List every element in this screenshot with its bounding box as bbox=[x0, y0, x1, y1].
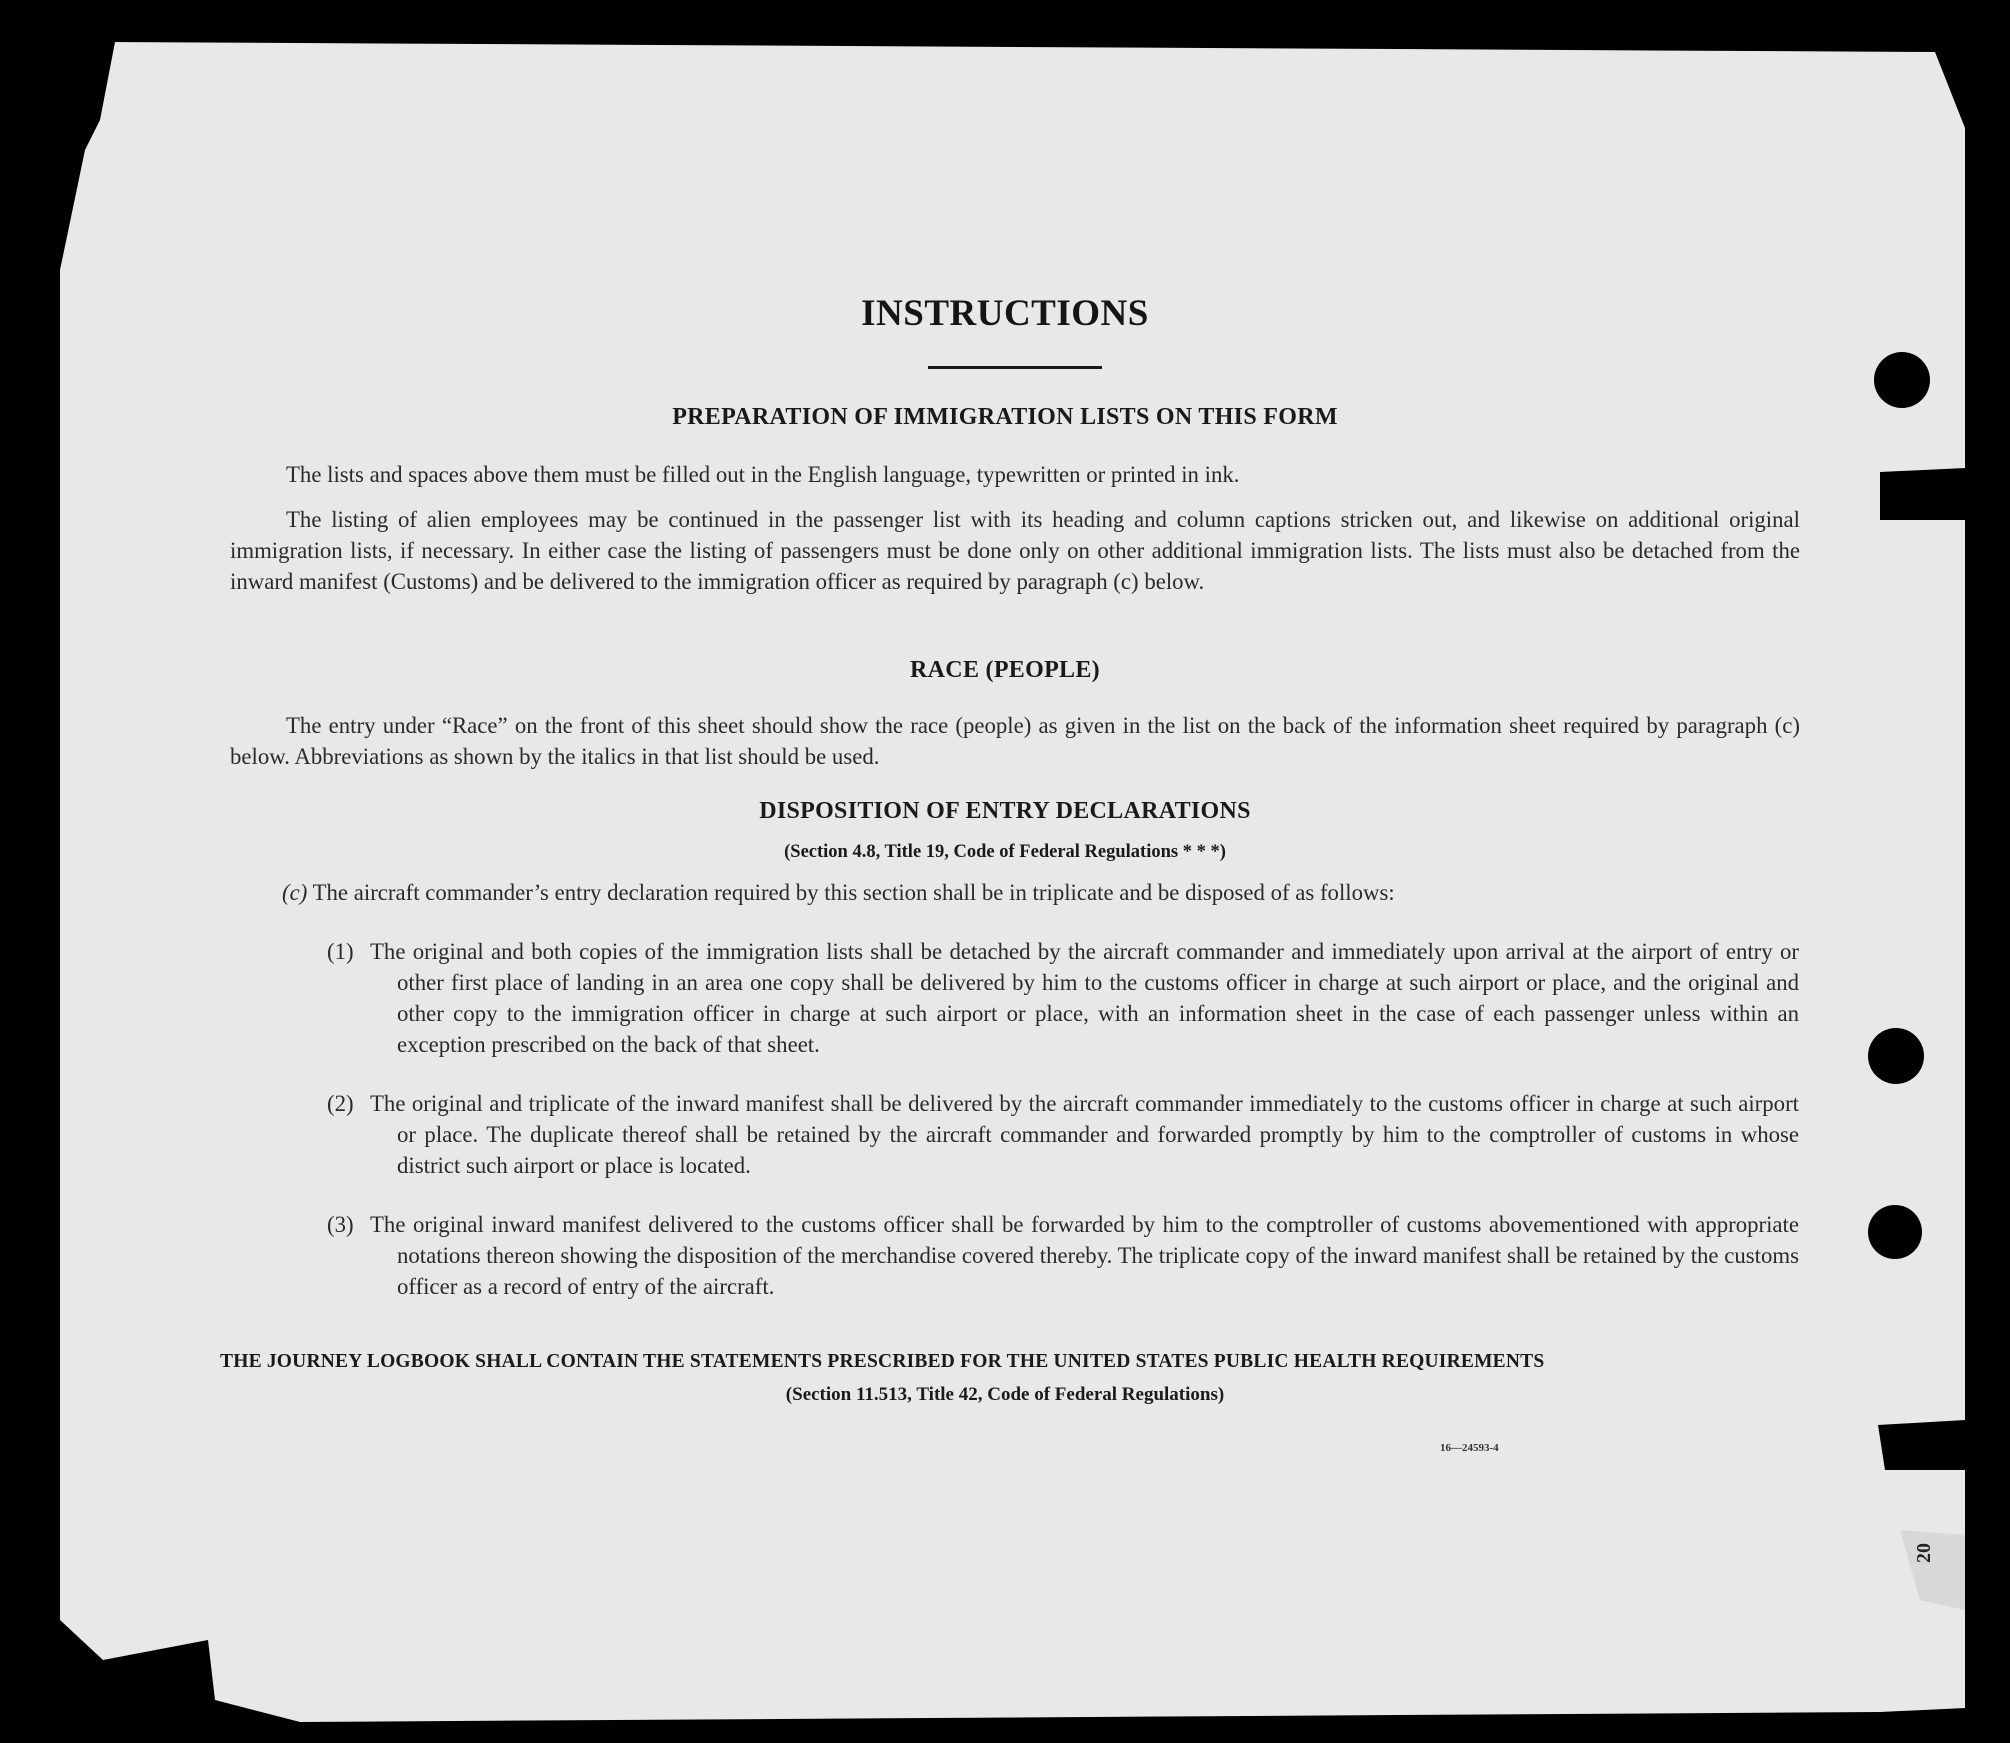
disposition-intro-text: The aircraft commander’s entry declaration required by this section shall be in triplicate and be disposed of as follows: bbox=[312, 880, 1395, 905]
punch-hole bbox=[1868, 1028, 1924, 1084]
preparation-paragraph-2-text: The listing of alien employees may be continued in the passenger list with its heading and column captions stricken out, and likewise on additional original immigration lists, if necessary. In either case the listing of passengers must be done only on other additional immigration lists. The lists must also be detached from the inward manifest (Customs) and be delivered to the immigration officer as required by paragraph (c) below. bbox=[230, 507, 1800, 594]
section-heading-preparation: PREPARATION OF IMMIGRATION LISTS ON THIS FORM bbox=[672, 404, 1338, 430]
page-title: INSTRUCTIONS bbox=[861, 293, 1149, 334]
edge-number: 20 bbox=[1913, 1543, 1935, 1563]
race-paragraph bbox=[230, 710, 1800, 772]
preparation-paragraph-2 bbox=[230, 504, 1800, 597]
punch-hole bbox=[1874, 352, 1930, 408]
disposition-intro-label: (c) bbox=[282, 880, 308, 905]
preparation-paragraph-1 bbox=[230, 459, 1800, 490]
preparation-paragraph-1-text: The lists and spaces above them must be filled out in the English language, typewritten or printed in ink. bbox=[286, 462, 1240, 487]
section-heading-race: RACE (PEOPLE) bbox=[910, 657, 1100, 683]
item-number: (1) bbox=[327, 939, 354, 964]
public-health-statement: THE JOURNEY LOGBOOK SHALL CONTAIN THE STATEMENTS PRESCRIBED FOR THE UNITED STATES PUBLIC HEALTH REQUIREMENTS bbox=[220, 1351, 1545, 1372]
item-text: The original and both copies of the immigration lists shall be detached by the aircraft commander and immediately upon arrival at the airport of entry or other first place of landing in an area one copy shall be delivered by him to the customs officer in charge at such airport or place, and the original and other copy to the immigration officer in charge at such airport or place, with an information sheet in the case of each passenger unless within an exception prescribed on the back of that sheet. bbox=[370, 939, 1799, 1057]
disposition-item-2 bbox=[327, 1088, 1799, 1181]
race-paragraph-text: The entry under “Race” on the front of this sheet should show the race (people) as given in the list on the back of the information sheet required by paragraph (c) below. Abbreviations as shown by the italics in that list should be used. bbox=[230, 713, 1800, 769]
title-underline bbox=[928, 366, 1102, 369]
item-text: The original and triplicate of the inward manifest shall be delivered by the aircraft commander immediately to the customs officer in charge at such airport or place. The duplicate thereof shall be retained by the aircraft commander and forwarded promptly by him to the comptroller of customs in whose district such airport or place is located. bbox=[370, 1091, 1799, 1178]
disposition-item-3 bbox=[327, 1209, 1799, 1302]
disposition-item-1 bbox=[327, 936, 1799, 1060]
public-health-citation: (Section 11.513, Title 42, Code of Federal Regulations) bbox=[785, 1384, 1225, 1405]
edge-tear bbox=[1878, 1420, 1965, 1470]
disposition-citation: (Section 4.8, Title 19, Code of Federal Regulations * * *) bbox=[784, 842, 1226, 862]
section-heading-disposition: DISPOSITION OF ENTRY DECLARATIONS bbox=[759, 798, 1251, 824]
item-number: (3) bbox=[327, 1212, 354, 1237]
punch-hole bbox=[1868, 1205, 1922, 1259]
item-text: The original inward manifest delivered to the customs officer shall be forwarded by him to the comptroller of customs abovementioned with appropriate notations thereon showing the disposition of the merchandise covered thereby. The triplicate copy of the inward manifest shall be retained by the customs officer as a record of entry of the aircraft. bbox=[370, 1212, 1799, 1299]
edge-tear bbox=[1880, 468, 1965, 520]
item-number: (2) bbox=[327, 1091, 354, 1116]
disposition-intro bbox=[282, 877, 1802, 908]
form-code: 16—24593-4 bbox=[1440, 1442, 1499, 1454]
